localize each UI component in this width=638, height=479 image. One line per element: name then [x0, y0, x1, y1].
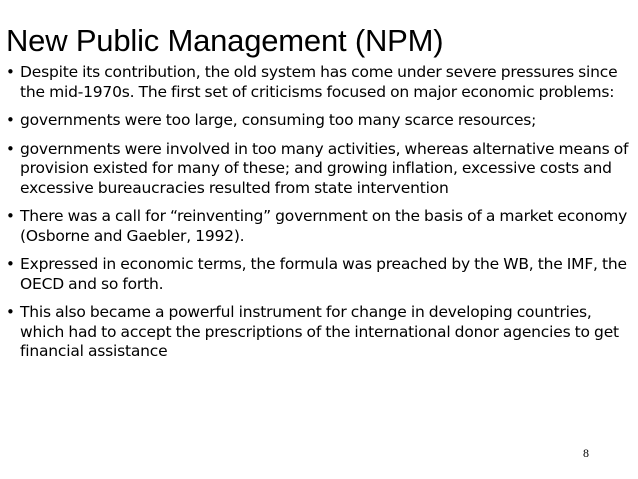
- bullet-icon: •: [6, 111, 15, 129]
- bullet-icon: •: [6, 139, 15, 158]
- slide-title: New Public Management (NPM): [6, 23, 444, 58]
- bullet-item: [0, 63, 636, 102]
- bullet-item: [0, 303, 636, 362]
- page-number: 8: [583, 446, 589, 460]
- bullet-text: governments were too large, consuming too many scarce resources;: [20, 111, 537, 129]
- bullet-text: Despite its contribution, the old system has come under severe pressures since the mid-1970s. The first set of criticisms focused on major economic problems:: [20, 63, 618, 101]
- bullet-text: Expressed in economic terms, the formula was preached by the WB, the IMF, the OECD and so forth.: [20, 255, 627, 293]
- bullet-text: This also became a powerful instrument for change in developing countries, which had to accept the prescriptions of the international donor agencies to get financial assistance: [20, 303, 619, 360]
- bullet-item: [0, 255, 636, 294]
- bullet-item: [0, 207, 636, 246]
- bullet-item: [0, 111, 636, 131]
- bullet-icon: •: [6, 303, 15, 321]
- bullet-icon: •: [6, 255, 15, 273]
- bullet-icon: •: [6, 63, 15, 81]
- bullet-text: governments were involved in too many activities, whereas alternative means of provision existed for many of these; and growing inflation, excessive costs and excessive bureaucracies resulted from state intervention: [20, 139, 629, 197]
- bullet-icon: •: [6, 207, 15, 225]
- bullet-list: [0, 63, 636, 371]
- bullet-item: [0, 140, 636, 199]
- bullet-text: There was a call for “reinventing” government on the basis of a market economy (Osborne and Gaebler, 1992).: [20, 207, 628, 245]
